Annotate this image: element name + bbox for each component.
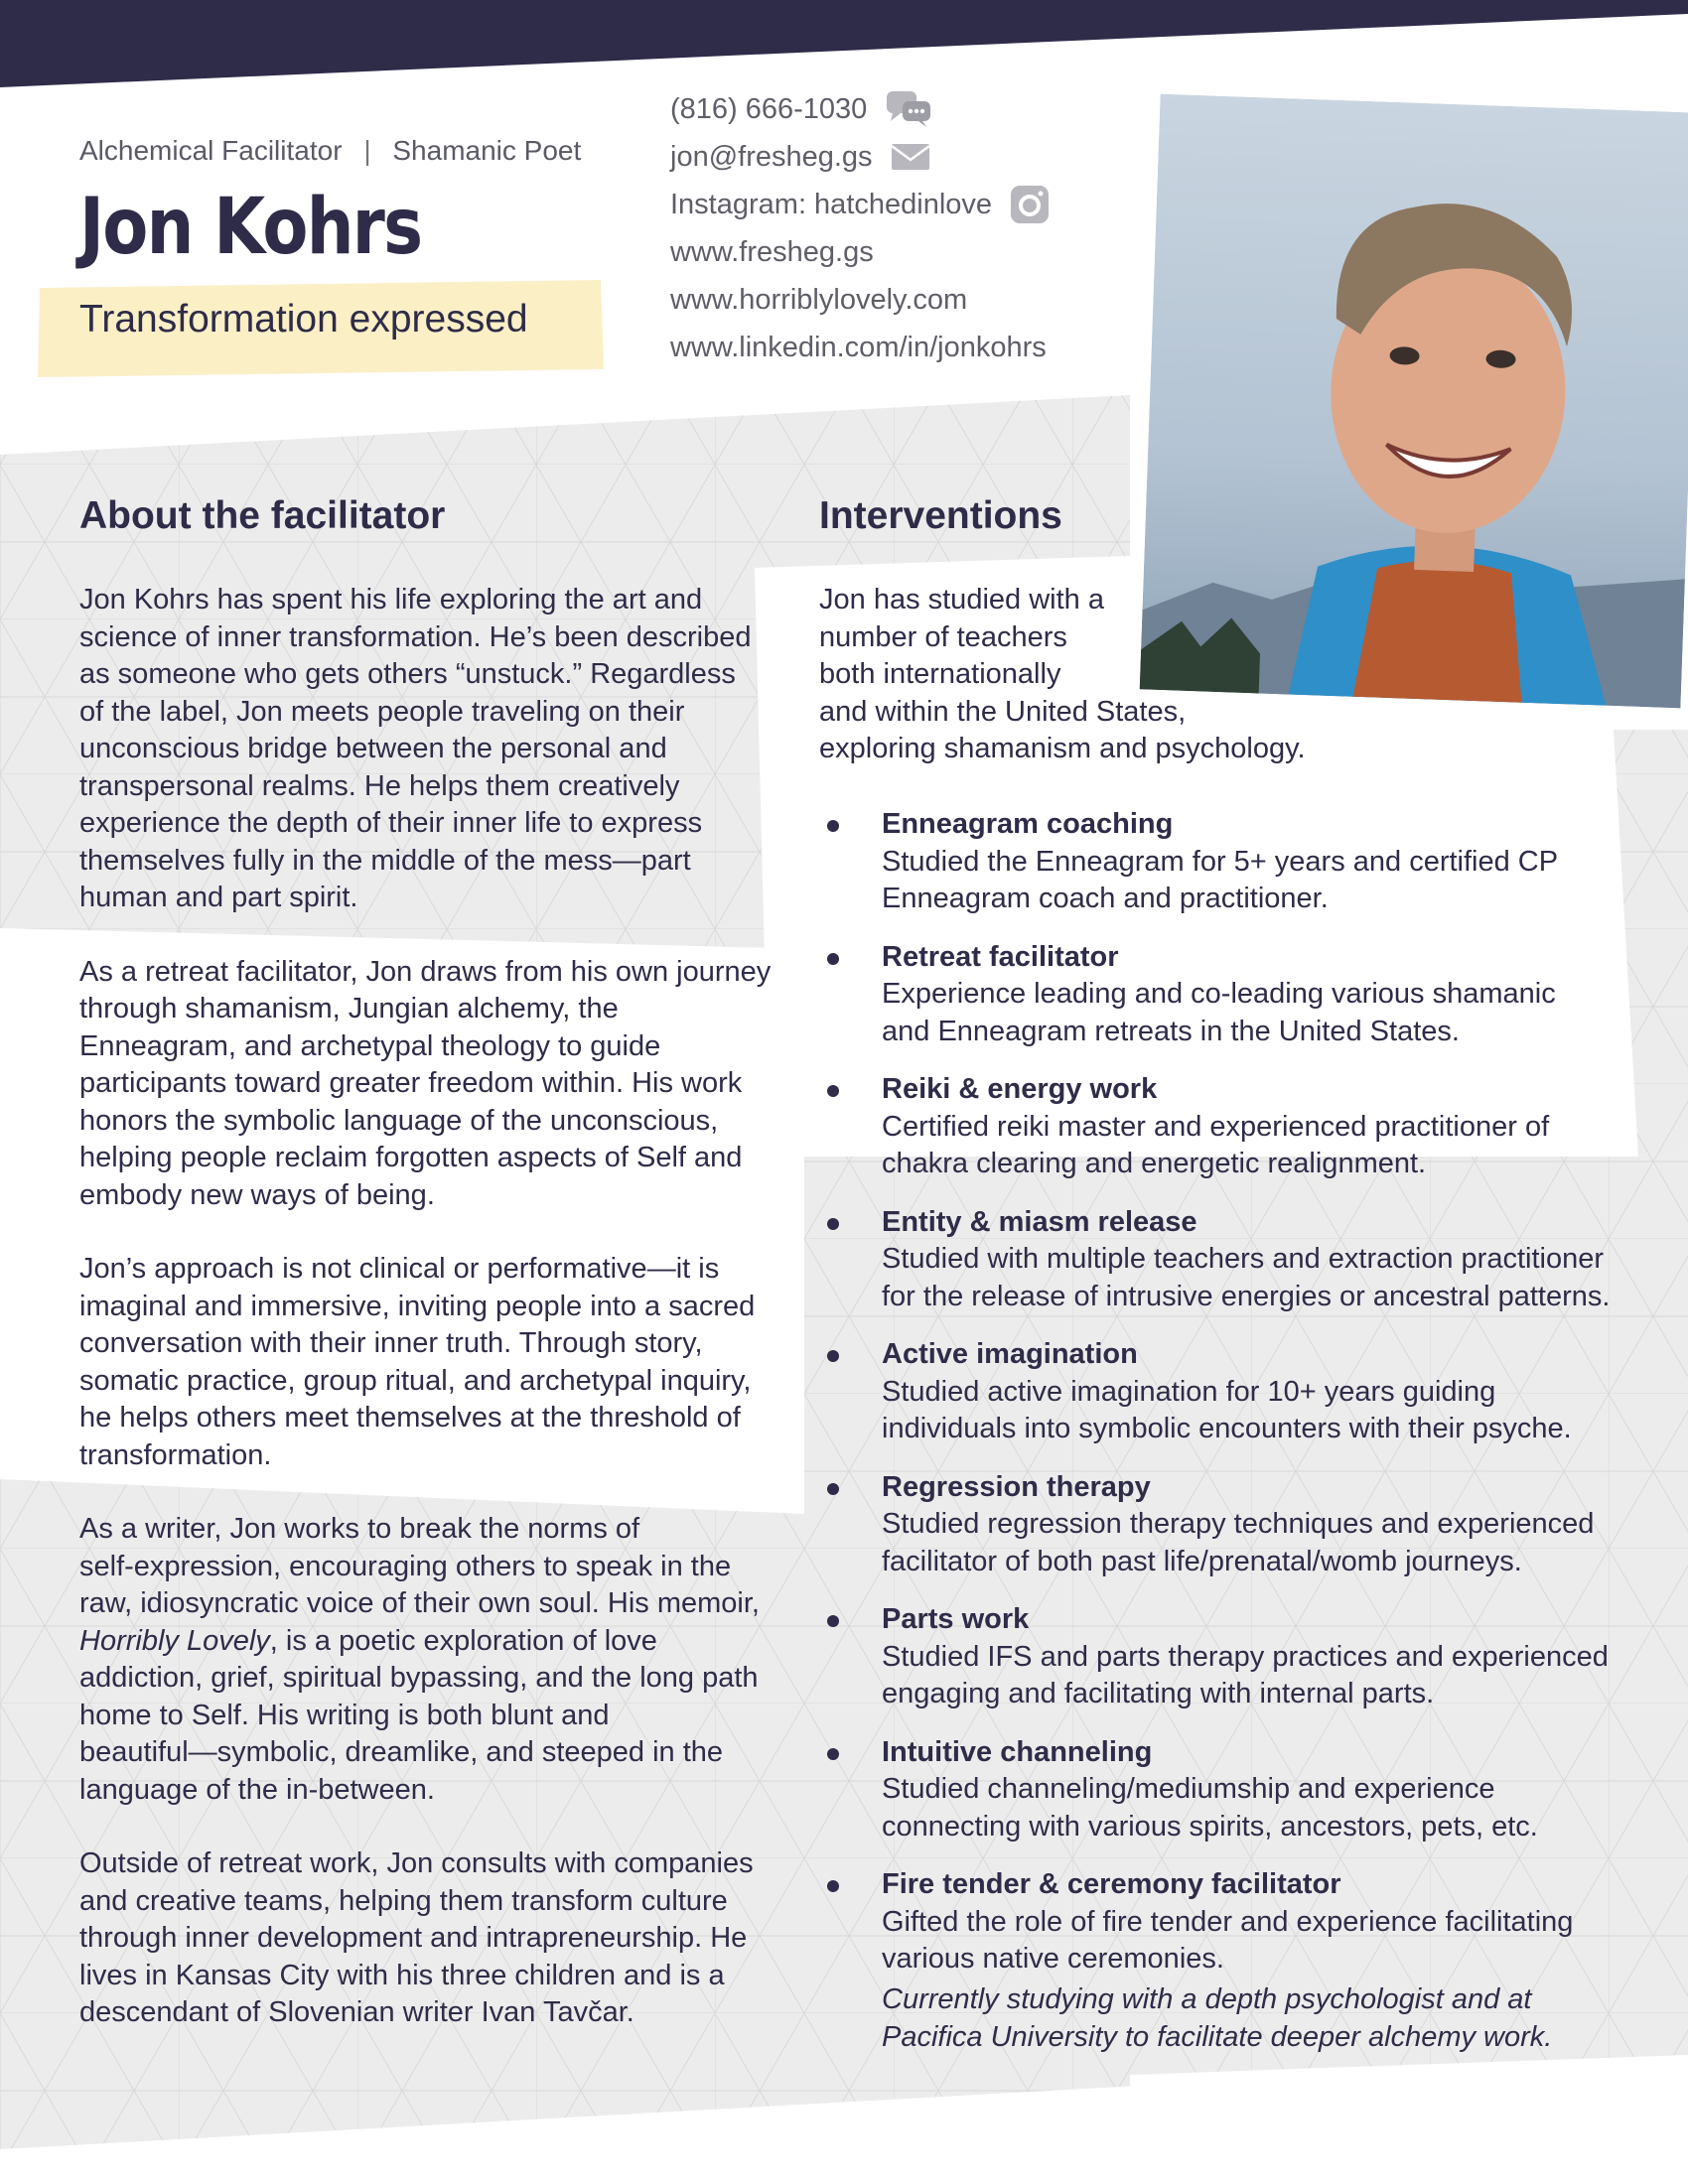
about-paragraph: Jon Kohrs has spent his life exploring the art and science of inner transformation. He’s been described as someone who gets others “unstuck.” Regardless of the label, Jon meets people traveling on their unconscious bridge between the personal and transpersonal realms. He helps them creatively experience the depth of their inner life to express themselves fully in the middle of the mess—part human and part spirit. (79, 584, 752, 913)
bullet-icon (827, 1218, 839, 1230)
tagline: Transformation expressed (79, 298, 528, 341)
item-desc: Gifted the role of fire tender and experience facilitating various native ceremonies. (882, 1905, 1574, 1975)
item-title: Active imagination (882, 1338, 1138, 1370)
bullet-icon (827, 953, 839, 965)
bullet-icon (827, 820, 839, 832)
contact-linkedin[interactable]: www.linkedin.com/in/jonkohrs (670, 331, 1047, 363)
list-item (819, 1071, 1633, 1183)
list-item (819, 806, 1633, 918)
item-title: Intuitive channeling (882, 1735, 1153, 1768)
role-1: Alchemical Facilitator (79, 135, 343, 166)
contact-website-2[interactable]: www.horriblylovely.com (670, 283, 968, 316)
list-item (819, 1336, 1633, 1448)
item-title: Retreat facilitator (882, 940, 1119, 973)
role-2: Shamanic Poet (392, 135, 582, 166)
item-title: Parts work (882, 1603, 1030, 1635)
bullet-icon (827, 1085, 839, 1097)
item-desc: Studied with multiple teachers and extraction practitioner for the release of intrusive energies or ancestral patterns. (882, 1243, 1611, 1312)
item-desc: Studied active imagination for 10+ years guiding individuals into symbolic encounters with their psyche. (882, 1375, 1572, 1444)
header-dark-band (0, 0, 1688, 87)
envelope-icon (891, 142, 930, 172)
role-line (79, 135, 581, 167)
contact-website-1[interactable]: www.fresheg.gs (670, 235, 874, 268)
contact-email[interactable]: jon@fresheg.gs (670, 133, 1147, 181)
item-desc: Studied the Enneagram for 5+ years and certified CP Enneagram coach and practitioner. (882, 845, 1559, 914)
interventions-section-title: Interventions (819, 494, 1062, 537)
item-desc: Experience leading and co-leading various shamanic and Enneagram retreats in the United States. (882, 978, 1556, 1047)
item-title: Reiki & energy work (882, 1073, 1158, 1105)
about-paragraph: Outside of retreat work, Jon consults with companies and creative teams, helping them transform culture through inner development and intrapreneurship. He lives in Kansas City with his three children and is a descendant of Slovenian writer Ivan Tavčar. (79, 1847, 754, 2028)
bullet-icon (827, 1483, 839, 1495)
list-item (819, 1469, 1633, 1581)
chat-bubbles-icon (885, 89, 932, 129)
about-paragraph: As a writer, Jon works to break the norms of self-expression, encouraging others to speak in the raw, idiosyncratic voice of their own soul. His memoir, Horribly Lovely, is a poetic exploration of love addiction, grief, spiritual bypassing, and the long path home to Self. His writing is both blunt and beautiful—symbolic, dreamlike, and steeped in the language of the in-between. (79, 1513, 760, 1806)
bullet-icon (827, 1615, 839, 1627)
list-item (819, 1866, 1633, 1979)
about-section-title: About the facilitator (79, 494, 446, 537)
bullet-icon (827, 1748, 839, 1760)
footnote: Currently studying with a depth psychologist and at Pacifica University to facilitate deeper alchemy work. (882, 1983, 1553, 2053)
list-item (819, 1734, 1633, 1846)
bullet-icon (827, 1880, 839, 1892)
about-paragraph: As a retreat facilitator, Jon draws from his own journey through shamanism, Jungian alchemy, the Enneagram, and archetypal theology to guide participants toward greater freedom within. His work honors the symbolic language of the unconscious, helping people reclaim forgotten aspects of Self and embody new ways of being. (79, 955, 772, 1211)
list-item (819, 1601, 1633, 1713)
contact-phone[interactable]: (816) 666-1030 (670, 85, 1147, 133)
contact-instagram[interactable]: Instagram: hatchedinlove (670, 181, 1147, 228)
interventions-list (819, 806, 1633, 1999)
memoir-title: Horribly Lovely (79, 1624, 270, 1657)
item-desc: Certified reiki master and experienced practitioner of chakra clearing and energetic realignment. (882, 1110, 1550, 1179)
item-title: Enneagram coaching (882, 808, 1174, 840)
item-desc: Studied regression therapy techniques and experienced facilitator of both past life/prenatal/womb journeys. (882, 1508, 1595, 1577)
list-item (819, 1204, 1633, 1316)
person-name: Jon Kohrs (79, 183, 422, 272)
list-item (819, 939, 1633, 1051)
item-title: Entity & miasm release (882, 1205, 1197, 1238)
instagram-icon (1010, 185, 1050, 224)
role-separator: | (363, 135, 371, 166)
about-body (79, 582, 774, 2069)
item-title: Fire tender & ceremony facilitator (882, 1868, 1341, 1900)
contact-list (670, 85, 1147, 371)
about-paragraph: Jon’s approach is not clinical or performative—it is imaginal and immersive, inviting people into a sacred conversation with their inner truth. Through story, somatic practice, group ritual, and archetypal inquiry, he helps others meet themselves at the threshold of transformation. (79, 1253, 756, 1471)
item-desc: Studied channeling/mediumship and experience connecting with various spirits, ancestors, pets, etc. (882, 1773, 1538, 1843)
item-title: Regression therapy (882, 1470, 1151, 1503)
interventions-intro: Jon has studied with a number of teachers both internationally and within the United States, exploring shamanism and psychology. (819, 584, 1306, 764)
item-desc: Studied IFS and parts therapy practices and experienced engaging and facilitating with internal parts. (882, 1640, 1609, 1709)
bullet-icon (827, 1350, 839, 1362)
